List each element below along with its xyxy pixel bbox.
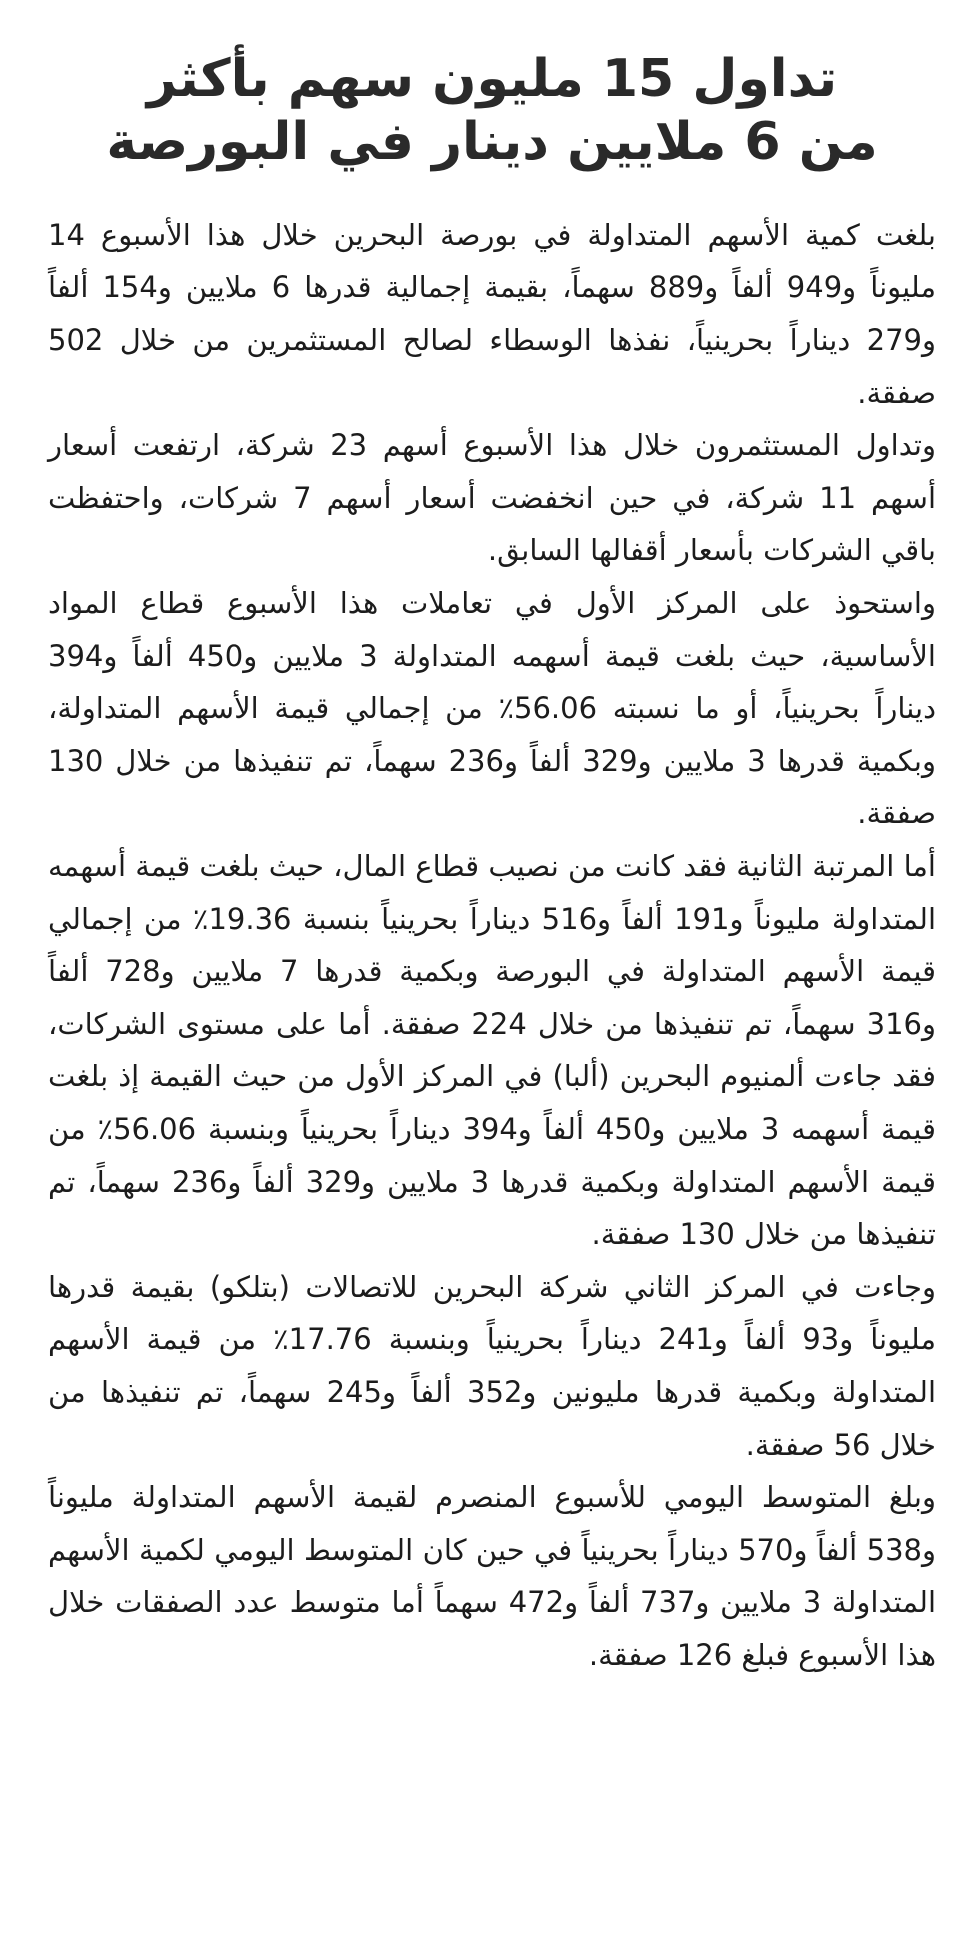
paragraph-financial-sector: أما المرتبة الثانية فقد كانت من نصيب قطاع المال، حيث بلغت قيمة أسهمه المتداولة مليوناً و191 ألفاً و516 ديناراً بحرينياً بنسبة 19.36٪ من إجمالي قيمة الأسهم المتداولة في البورصة وبكمية قدرها 7 ملايين و728 ألفاً و316 سهماً، تم تنفيذها من خلال 224 صفقة. أما على مستوى الشركات، فقد جاءت ألمنيوم البحرين (ألبا) في المركز الأول من حيث القيمة إذ بلغت قيمة أسهمه 3 ملايين و450 ألفاً و394 ديناراً بحرينياً وبنسبة 56.06٪ من قيمة الأسهم المتداولة وبكمية قدرها 3 ملايين و329 ألفاً و236 سهماً، تم تنفيذها من خلال 130 صفقة. bbox=[48, 849, 936, 1252]
headline-line-2: من 6 ملايين دينار في البورصة bbox=[106, 112, 878, 173]
paragraph-daily-average: وبلغ المتوسط اليومي للأسبوع المنصرم لقيمة الأسهم المتداولة مليوناً و538 ألفاً و570 ديناراً بحرينياً في حين كان المتوسط اليومي لكمية الأسهم المتداولة 3 ملايين و737 ألفاً و472 سهماً أما متوسط عدد الصفقات خلال هذا الأسبوع فبلغ 126 صفقة. bbox=[48, 1480, 937, 1672]
paragraph-batelco: وجاءت في المركز الثاني شركة البحرين للاتصالات (بتلكو) بقيمة قدرها مليوناً و93 ألفاً و241 ديناراً بحرينياً وبنسبة 17.76٪ من قيمة الأسهم المتداولة وبكمية قدرها مليونين و352 ألفاً و245 سهماً، تم تنفيذها من خلال 56 صفقة. bbox=[48, 1269, 937, 1462]
paragraph-companies-traded: وتداول المستثمرون خلال هذا الأسبوع أسهم 23 شركة، ارتفعت أسعار أسهم 11 شركة، في حين انخفضت أسعار أسهم 7 شركات، واحتفظت باقي الشركات بأسعار أقفالها السابق. bbox=[48, 428, 937, 568]
headline-line-1: تداول 15 مليون سهم بأكثر bbox=[146, 49, 838, 109]
paragraph-basic-materials-sector: واستحوذ على المركز الأول في تعاملات هذا الأسبوع قطاع المواد الأساسية، حيث بلغت قيمة أسهمه المتداولة 3 ملايين و450 ألفاً و394 ديناراً بحرينياً، أو ما نسبته 56.06٪ من إجمالي قيمة الأسهم المتداولة، وبكمية قدرها 3 ملايين و329 ألفاً و236 سهماً، تم تنفيذها من خلال 130 صفقة. bbox=[48, 586, 936, 831]
article-body bbox=[48, 209, 936, 1682]
article-headline bbox=[48, 48, 936, 175]
paragraph-trading-volume: بلغت كمية الأسهم المتداولة في بورصة البحرين خلال هذا الأسبوع 14 مليوناً و949 ألفاً و889 سهماً، بقيمة إجمالية قدرها 6 ملايين و154 ألفاً و279 ديناراً بحرينياً، نفذها الوسطاء لصالح المستثمرين من خلال 502 صفقة. bbox=[48, 217, 937, 410]
